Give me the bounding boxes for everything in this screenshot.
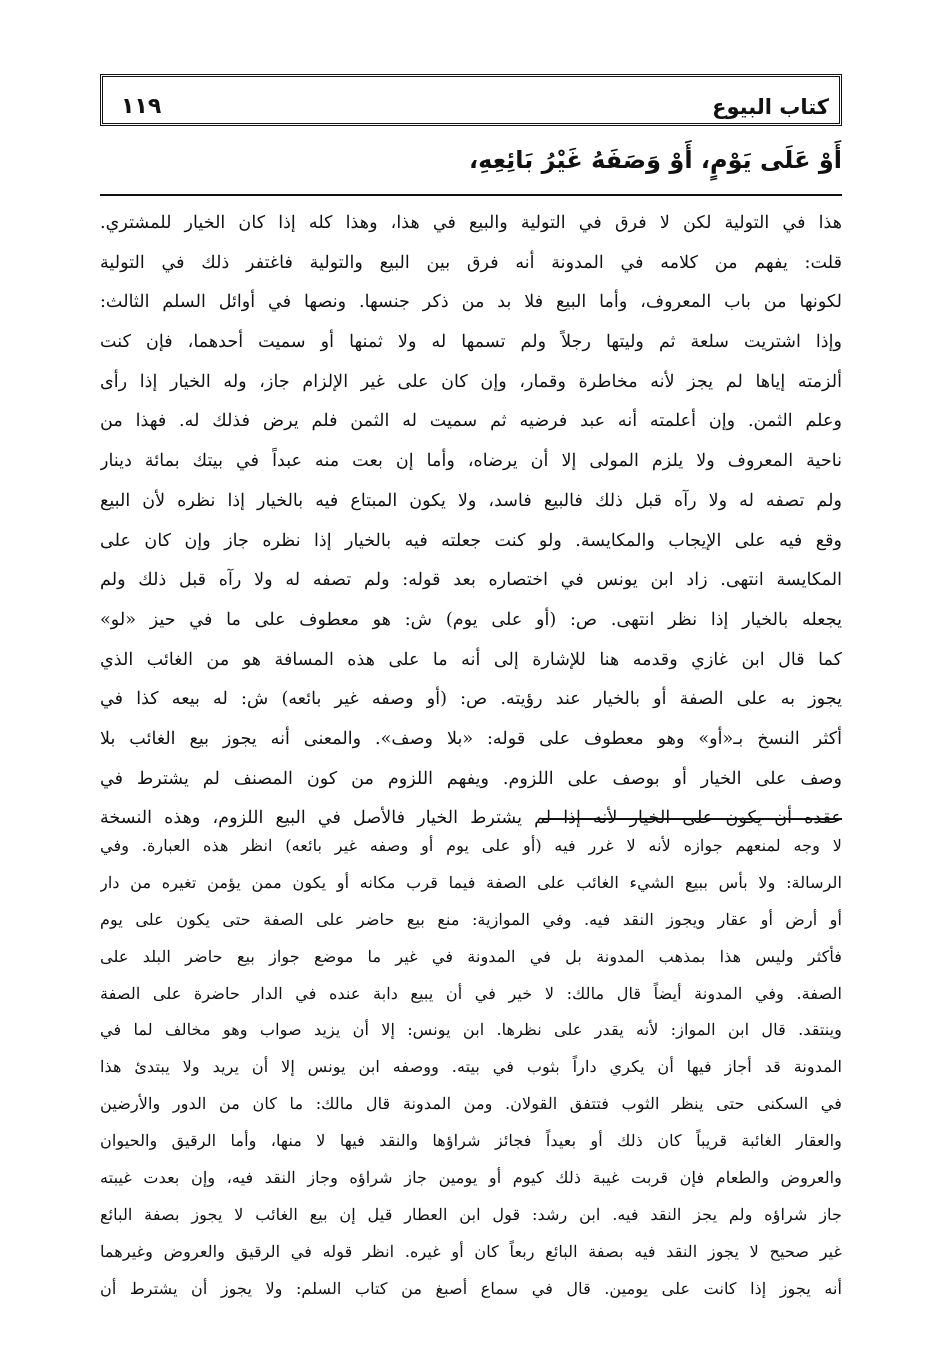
commentary-body [100, 204, 842, 839]
separator-rule [100, 194, 842, 196]
footnote-line: فأكثر وليس هذا بمذهب المدونة بل في المدونة في غير ما موضع جواز بيع حاضر البلد على [100, 946, 842, 966]
footnote-body [100, 828, 842, 1308]
footnote-separator [542, 818, 842, 820]
footnote-line: غير صحيح لا يجوز النقد فيه بصفة البائع ربعاً كان أو غيره. انظر قوله في الرقيق والعروض وغيرهما [100, 1241, 842, 1261]
commentary-line: أكثر النسخ بـ«أو» وهو معطوف على قوله: «بلا وصف». والمعنى أنه يجوز بيع الغائب بلا [100, 728, 842, 749]
footnote-line: أنه يجوز إذا كانت على يومين. قال في سماع أصبغ من كتاب السلم: ولا يجوز أن يشترط أن [100, 1278, 842, 1298]
footnote-line: وينتقد. قال ابن المواز: لأنه يقدر على نظرها. ابن يونس: إلا أن يزيد صواب وهو مخالف لما في [100, 1020, 842, 1040]
header-book-title: كتاب البيوع [712, 95, 829, 119]
commentary-line: وقع فيه على الإيجاب والمكايسة. ولو كنت جعلته فيه بالخيار إذا نظره جاز وإن كان على [100, 530, 842, 551]
commentary-line: المكايسة انتهى. زاد ابن يونس في اختصاره بعد قوله: ولم تصفه له ولا رآه قبل ذلك ولم [100, 570, 842, 591]
commentary-line: هذا في التولية لكن لا فرق في التولية والبيع في هذا، وهذا كله إذا كان الخيار للمشتري. [100, 213, 842, 233]
footnote-line: أو أرض أو عقار ويجوز النقد فيه. وفي الموازية: منع بيع حاضر على الصفة حتى يكون على يوم [100, 909, 842, 929]
commentary-line: وإذا اشتريت سلعة ثم وليتها رجلاً ولم تسمها له ولا ثمنها أو سميت أحدهما، فإن كنت [100, 332, 842, 353]
footnote-line: الصفة. وفي المدونة أيضاً قال مالك: لا خير في أن يبيع دابة عنده في الدار حاضرة على الصفة [100, 983, 842, 1003]
commentary-line: ألزمته إياها لم يجز لأنه مخاطرة وقمار، وإن كان على غير الإلزام جاز، وله الخيار إذا رأى [100, 371, 842, 392]
header-page-number: ١١٩ [121, 94, 162, 119]
commentary-line: ولم تصفه له ولا رآه قبل ذلك فالبيع فاسد، ولا يكون المبتاع فيه بالخيار إذا نظره لأن البيع [100, 490, 842, 511]
footnote-line: والعروض والطعام فإن قربت غيبة ذلك كيوم أو يومين جاز شراؤه وجاز النقد فيه، وإن بعدت غيبته [100, 1168, 842, 1188]
commentary-line: لكونها من باب المعروف، وأما البيع فلا بد من ذكر جنسها. ونصها في أوائل السلم الثالث: [100, 292, 842, 313]
footnote-line: في السكنى حتى ينظر الثوب فتتفق القولان. ومن المدونة قال مالك: ما كان من الدور والأرضين [100, 1094, 842, 1114]
footnote-line: المدونة قد أجاز فيها أن يكري داراً بثوب في بيته. ووصفه ابن يونس إلا أن يريد ولا يبتدئ هذا [100, 1057, 842, 1077]
footnote-line: جاز شراؤه ولم يجز النقد فيه. ابن رشد: قول ابن العطار قيل إن بيع الغائب لا يجوز بصفة البائع [100, 1204, 842, 1224]
commentary-line: يجعله بالخيار إذا نظر انتهى. ص: (أو على يوم) ش: هو معطوف على ما في حيز «لو» [100, 609, 842, 630]
footnote-line: والعقار الغائبة قريباً كان ذلك أو بعيداً فجائز شراؤها والنقد فيها لا منها، وأما الرقيق والحيوان [100, 1131, 842, 1151]
commentary-line: يجوز به على الصفة أو بالخيار عند رؤيته. ص: (أو وصفه غير بائعه) ش: له بيعه كذا في [100, 689, 842, 710]
commentary-line: وصف على الخيار أو بوصف على اللزوم. ويفهم اللزوم من كون المصنف لم يشترط في [100, 768, 842, 789]
footnote-line: لا وجه لمنعهم جوازه لأنه لا غرر فيه (أو على يوم أو وصفه غير بائعه) انظر هذه العبارة. وفي [100, 836, 842, 855]
commentary-line: ناحية المعروف ولا يلزم المولى إلا أن يرضاه، وأما إن بعت منه عبداً في بيتك بمائة دينار [100, 451, 842, 472]
matn-text: أَوْ عَلَى يَوْمٍ، أَوْ وَصَفَهُ غَيْرُ بَائِعِهِ، [469, 146, 842, 174]
commentary-line: عقده أن يكون على الخيار لأنه إذا لم يشترط الخيار فالأصل في البيع اللزوم، وهذه النسخة [100, 808, 842, 829]
commentary-line: وعلم الثمن. وإن أعلمته أنه عبد فرضيه ثم سميت له الثمن فلم يرض فذلك له. فهذا من [100, 411, 842, 432]
commentary-line: كما قال ابن غازي وقدمه هنا للإشارة إلى أنه ما على هذه المسافة هو من الغائب الذي [100, 649, 842, 670]
commentary-line: قلت: يفهم من كلامه في المدونة أنه فرق بين البيع والتولية فاغتفر ذلك في التولية [100, 252, 842, 273]
running-header [100, 74, 842, 126]
footnote-line: الرسالة: ولا بأس ببيع الشيء الغائب على الصفة فيما قرب مكانه أو يكون ممن يؤمن تغيره من دار [100, 872, 842, 892]
